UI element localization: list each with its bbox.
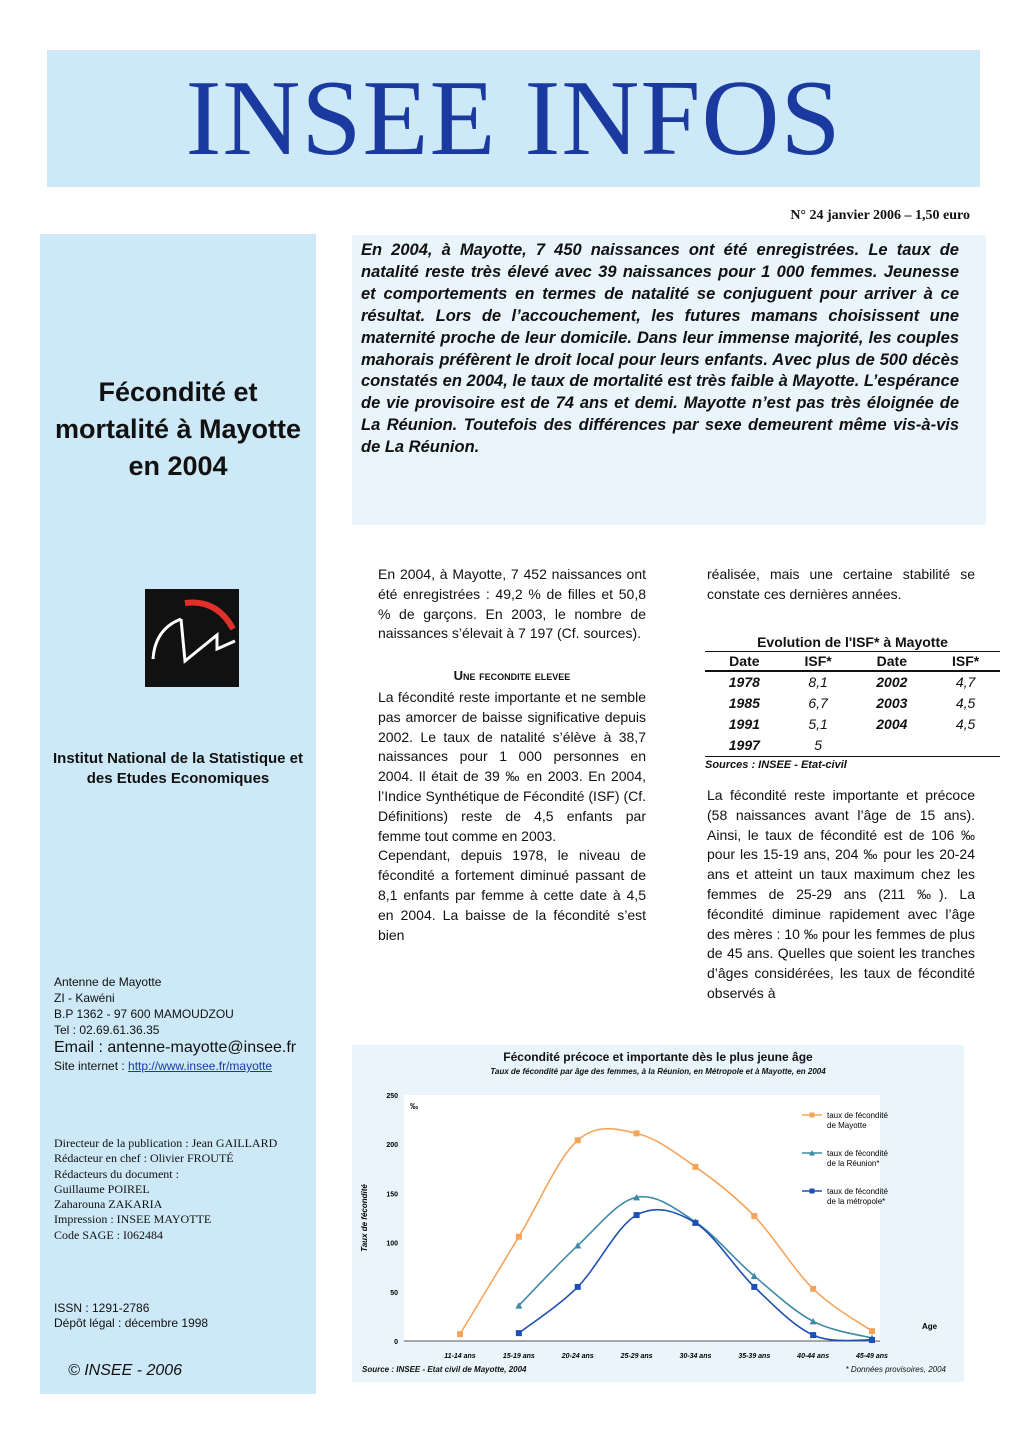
contact-address xyxy=(54,974,296,1074)
data-point xyxy=(810,1332,816,1338)
legal-info xyxy=(54,1301,208,1331)
address-line: B.P 1362 - 97 600 MAMOUDZOU xyxy=(54,1007,234,1021)
column-header: ISF* xyxy=(784,652,853,672)
data-point xyxy=(692,1220,698,1226)
data-point xyxy=(457,1331,463,1337)
credit-line: Guillaume POIREL xyxy=(54,1181,150,1196)
chart-title: Fécondité précoce et importante dès le plus jeune âge xyxy=(503,1050,813,1064)
table-cell: 1985 xyxy=(728,695,760,711)
table-cell: 2004 xyxy=(876,716,908,732)
isf-table xyxy=(705,633,1000,771)
institute-name: Institut National de la Statistique et des Etudes Economiques xyxy=(52,750,304,787)
publication-title: Fécondité et mortalité à Mayotte en 2004 xyxy=(54,377,302,481)
masthead xyxy=(47,50,980,187)
address-line: ZI - Kawéni xyxy=(54,991,115,1005)
legend-label: de Mayotte xyxy=(827,1121,867,1130)
summary-box xyxy=(352,235,986,525)
legend-label: de la métropole* xyxy=(827,1197,886,1206)
issue-info: N° 24 janvier 2006 – 1,50 euro xyxy=(790,208,970,223)
issn: ISSN : 1291-2786 xyxy=(54,1301,150,1315)
legend-label: taux de fécondité xyxy=(827,1187,888,1196)
data-point xyxy=(516,1330,522,1336)
website-label: Site internet : xyxy=(54,1059,129,1073)
copyright: © INSEE - 2006 xyxy=(68,1362,183,1379)
legend-label: taux de fécondité xyxy=(827,1111,888,1120)
chart-panel xyxy=(352,1045,964,1382)
y-tick-label: 250 xyxy=(386,1093,398,1100)
table-cell: 5,1 xyxy=(808,716,828,732)
plot-area xyxy=(404,1095,880,1341)
column-header: Date xyxy=(705,652,784,672)
data-point xyxy=(751,1284,757,1290)
table-cell: 2003 xyxy=(876,695,908,711)
x-tick-label: 15-19 ans xyxy=(502,1353,535,1360)
chart-note: * Données provisoires, 2004 xyxy=(845,1365,946,1374)
address-line: Antenne de Mayotte xyxy=(54,975,162,989)
data-point xyxy=(692,1164,698,1170)
paragraph: Cependant, depuis 1978, le niveau de fécondité a fortement diminué passant de 8,1 enfants par femme à cette date à 4,5 en 2004. La baisse de la fécondité s’est bien xyxy=(378,847,646,943)
data-point xyxy=(575,1137,581,1143)
table-row xyxy=(705,735,1000,757)
legend-marker xyxy=(810,1113,815,1118)
y-axis-label: Taux de fécondité xyxy=(360,1184,369,1252)
article-column-2: La fécondité reste importante et précoce (58 naissances avant l’âge de 15 ans). Ainsi, le taux de fécondité est de 106 ‰ pour les 15-19 ans, 204 ‰ pour les 20-24 ans et atteint un taux maximum chez les femmes de 25-29 ans (211 ‰). La fécondité diminue rapidement avec l’âge des mères : 10 ‰ pour les femmes de plus de 45 ans. Quelles que soient les tranches d’âges considérées, les taux de fécondité observés à xyxy=(707,787,975,1001)
column-header: Date xyxy=(852,652,931,672)
table xyxy=(705,651,1000,757)
table-caption: Evolution de l'ISF* à Mayotte xyxy=(757,634,948,650)
table-row xyxy=(705,671,1000,693)
x-tick-label: 25-29 ans xyxy=(620,1353,653,1360)
credit-line: Rédacteur en chef : Olivier FROUTÉ xyxy=(54,1151,234,1166)
credit-line: Directeur de la publication : Jean GAILLARD xyxy=(54,1136,278,1150)
legal-deposit: Dépôt légal : décembre 1998 xyxy=(54,1316,209,1330)
data-point xyxy=(634,1130,640,1136)
y-tick-label: 0 xyxy=(394,1339,398,1346)
y-unit: ‰ xyxy=(410,1102,418,1111)
x-axis-label: Age xyxy=(922,1322,938,1331)
table-cell: 2002 xyxy=(876,674,908,690)
x-tick-label: 45-49 ans xyxy=(856,1353,888,1360)
article-column-2-top: réalisée, mais une certaine stabilité se constate ces dernières années. xyxy=(707,566,975,602)
credit-line: Impression : INSEE MAYOTTE xyxy=(54,1212,212,1227)
table-cell: 1997 xyxy=(705,735,784,757)
legend-marker xyxy=(810,1189,815,1194)
x-tick-label: 40-44 ans xyxy=(797,1353,830,1360)
table-cell: 8,1 xyxy=(808,674,828,690)
credit-line: Rédacteurs du document : xyxy=(54,1166,179,1181)
table-row xyxy=(705,714,1000,735)
y-tick-label: 200 xyxy=(386,1142,398,1150)
section-heading: Une fecondite elevee xyxy=(453,668,571,684)
legend-label: de la Réunion* xyxy=(827,1159,880,1168)
table-cell xyxy=(931,735,1000,757)
data-point xyxy=(869,1328,875,1334)
data-point xyxy=(751,1213,757,1219)
data-point xyxy=(810,1286,816,1292)
data-point xyxy=(869,1337,875,1343)
line-chart xyxy=(352,1045,964,1382)
insee-logo xyxy=(145,589,239,687)
x-tick-label: 20-24 ans xyxy=(561,1353,594,1360)
chart-subtitle: Taux de fécondité par âge des femmes, à la Réunion, en Métropole et à Mayotte, en 2004 xyxy=(490,1067,826,1076)
data-point xyxy=(575,1284,581,1290)
publication-credits xyxy=(54,1136,277,1243)
summary-text: En 2004, à Mayotte, 7 450 naissances ont été enregistrées. Le taux de natalité reste très élevé avec 39 naissances pour 1 000 femmes. Jeunesse et comportements en termes de natalité se conjuguent pour arriver à ce résultat. Lors de l’accouchement, les futures mamans choisissent une maternité proche de leur domicile. Dans leur immense majorité, les couples mahorais préfèrent le droit local pour leurs enfants. Avec plus de 500 décès constatés en 2004, le taux de mortalité est très faible à Mayotte. L’espérance de vie provisoire est de 74 ans et demi. Mayotte n’est pas très éloignée de La Réunion. Toutefois des différences par sexe demeurent même vis-à-vis de La Réunion. xyxy=(361,241,959,457)
x-tick-label: 35-39 ans xyxy=(738,1353,771,1360)
x-tick-label: 11-14 ans xyxy=(444,1353,476,1360)
table-cell: 6,7 xyxy=(808,695,828,711)
chart-source: Source : INSEE - Etat civil de Mayotte, 2004 xyxy=(362,1365,527,1374)
table-cell xyxy=(852,735,931,757)
intro-paragraph: En 2004, à Mayotte, 7 452 naissances ont été enregistrées : 49,2 % de filles et 50,8 % de garçons. En 2003, le nombre de naissances s’élevait à 7 197 (Cf. sources). xyxy=(378,566,646,642)
website-link[interactable]: http://www.insee.fr/mayotte xyxy=(128,1059,273,1073)
table-cell: 1991 xyxy=(728,716,760,732)
paragraph: La fécondité reste importante et ne semble pas amorcer de baisse significative depuis 2002. Le taux de natalité s’élève à 38,7 naissances pour 1 000 personnes en 2004. Il était de 39 ‰ en 2003. En 2004, l’Indice Synthétique de Fécondité (ISF) (Cf. Définitions) reste de 4,5 enfants par femme tout comme en 2003. xyxy=(378,688,646,844)
masthead-title: INSEE INFOS xyxy=(185,59,842,178)
table-cell: 4,5 xyxy=(955,695,976,711)
y-tick-label: 150 xyxy=(386,1191,398,1199)
table-cell: 4,7 xyxy=(955,674,976,690)
y-tick-label: 50 xyxy=(390,1289,398,1297)
table-header-row xyxy=(705,652,1000,672)
credit-line: Code SAGE : I062484 xyxy=(54,1227,163,1242)
article-column-1 xyxy=(378,565,646,945)
y-tick-label: 100 xyxy=(386,1240,398,1248)
x-tick-label: 30-34 ans xyxy=(679,1353,712,1360)
phone-line: Tel : 02.69.61.36.35 xyxy=(54,1023,160,1037)
legend-label: taux de fécondité xyxy=(827,1149,888,1158)
table-cell: 4,5 xyxy=(955,716,976,732)
table-cell: 1978 xyxy=(728,674,760,690)
email-line: Email : antenne-mayotte@insee.fr xyxy=(54,1039,297,1056)
table-row xyxy=(705,693,1000,714)
credit-line: Zaharouna ZAKARIA xyxy=(54,1197,163,1212)
data-point xyxy=(516,1234,522,1240)
data-point xyxy=(634,1212,640,1218)
table-source: Sources : INSEE - Etat-civil xyxy=(705,759,847,771)
table-cell: 5 xyxy=(784,735,853,757)
website-line xyxy=(54,1058,296,1074)
column-header: ISF* xyxy=(931,652,1000,672)
sidebar xyxy=(40,234,316,1394)
